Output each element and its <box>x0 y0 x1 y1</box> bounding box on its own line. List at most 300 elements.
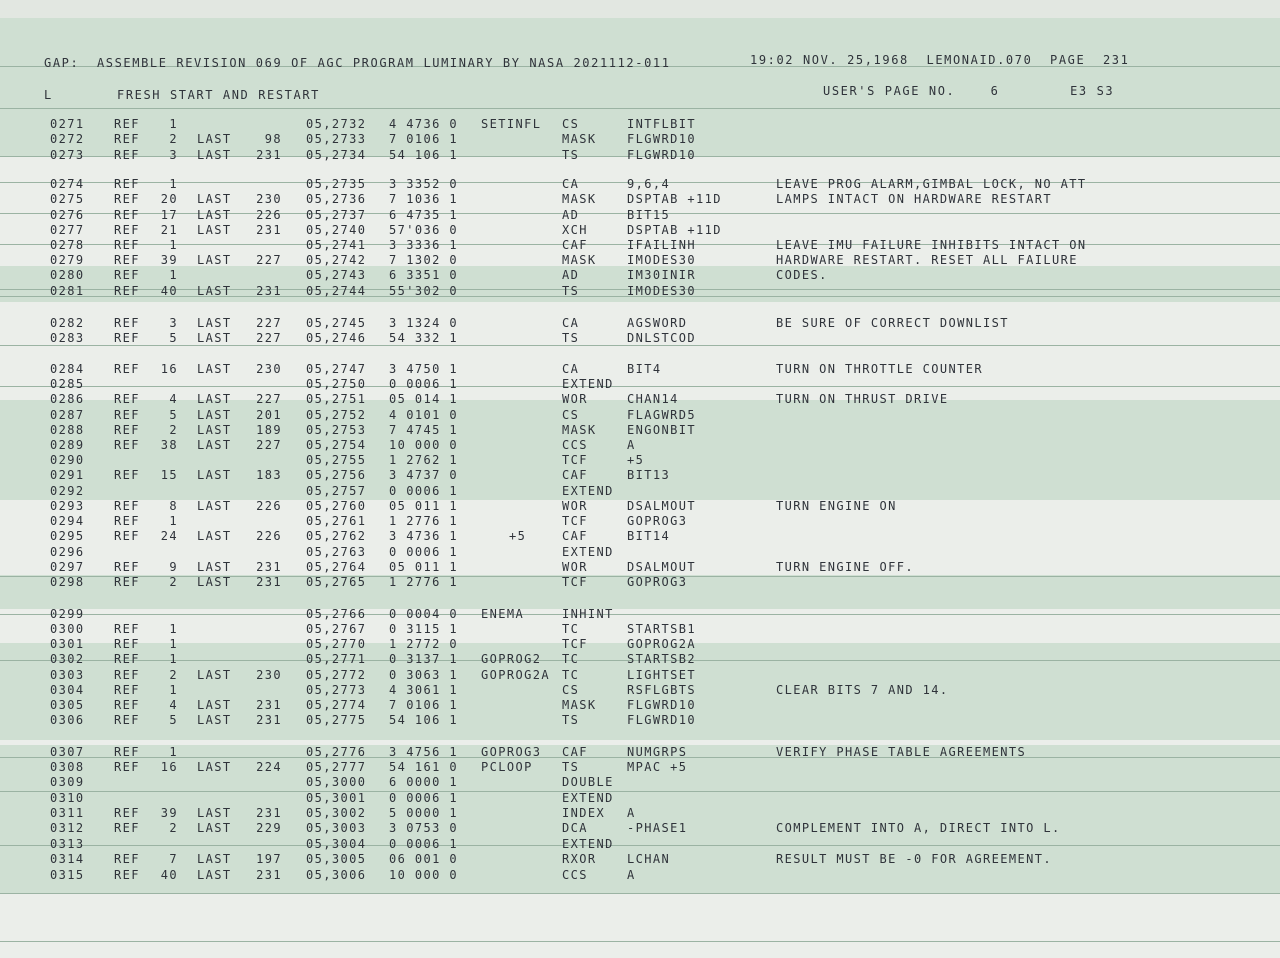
header-date-page: 19:02 NOV. 25,1968 LEMONAID.070 PAGE 231 <box>750 53 1130 67</box>
ref-tag: REF <box>114 652 140 666</box>
octal-code: 05 011 1 <box>389 560 458 574</box>
ref-tag: REF <box>114 622 140 636</box>
line-number: 0306 <box>50 713 85 727</box>
last-tag: LAST <box>197 868 232 882</box>
ref-count: 1 <box>169 622 178 636</box>
comment: BE SURE OF CORRECT DOWNLIST <box>776 316 1009 330</box>
operand: RSFLGBTS <box>627 683 696 697</box>
ref-count: 1 <box>169 514 178 528</box>
line-number: 0304 <box>50 683 85 697</box>
octal-code: 06 001 0 <box>389 852 458 866</box>
ref-count: 24 <box>160 529 178 543</box>
octal-code: 7 0106 1 <box>389 132 458 146</box>
last-page: 227 <box>256 392 282 406</box>
ref-tag: REF <box>114 698 140 712</box>
last-tag: LAST <box>197 529 232 543</box>
address: 05,2733 <box>306 132 367 146</box>
last-tag: LAST <box>197 713 232 727</box>
octal-code: 6 0000 1 <box>389 775 458 789</box>
ref-count: 5 <box>169 408 178 422</box>
octal-code: 0 3063 1 <box>389 668 458 682</box>
ref-tag: REF <box>114 132 140 146</box>
header-user-page: USER'S PAGE NO. 6 E3 S3 <box>823 84 1115 98</box>
octal-code: 1 2762 1 <box>389 453 458 467</box>
ref-tag: REF <box>114 760 140 774</box>
last-page: 189 <box>256 423 282 437</box>
line-number: 0283 <box>50 331 85 345</box>
opcode: CAF <box>562 529 588 543</box>
comment: CODES. <box>776 268 828 282</box>
address: 05,2737 <box>306 208 367 222</box>
header-assembly-line: GAP: ASSEMBLE REVISION 069 OF AGC PROGRAM LUMINARY BY NASA 2021112-011 <box>44 56 671 70</box>
ref-count: 16 <box>160 362 178 376</box>
octal-code: 7 4745 1 <box>389 423 458 437</box>
symbol-label: GOPROG3 <box>481 745 542 759</box>
octal-code: 3 4736 1 <box>389 529 458 543</box>
symbol-label: ENEMA <box>481 607 525 621</box>
address: 05,2743 <box>306 268 367 282</box>
address: 05,3004 <box>306 837 367 851</box>
address: 05,2742 <box>306 253 367 267</box>
ref-tag: REF <box>114 668 140 682</box>
operand: BIT4 <box>627 362 662 376</box>
ref-tag: REF <box>114 575 140 589</box>
octal-code: 4 3061 1 <box>389 683 458 697</box>
last-page: 231 <box>256 806 282 820</box>
opcode: CA <box>562 362 580 376</box>
opcode: CAF <box>562 745 588 759</box>
operand: IM30INIR <box>627 268 696 282</box>
ref-tag: REF <box>114 331 140 345</box>
octal-code: 10 000 0 <box>389 438 458 452</box>
ref-tag: REF <box>114 423 140 437</box>
last-page: 224 <box>256 760 282 774</box>
line-number: 0277 <box>50 223 85 237</box>
address: 05,2750 <box>306 377 367 391</box>
octal-code: 3 3352 0 <box>389 177 458 191</box>
octal-code: 0 3137 1 <box>389 652 458 666</box>
operand: DSPTAB +11D <box>627 192 722 206</box>
address: 05,2734 <box>306 148 367 162</box>
line-number: 0303 <box>50 668 85 682</box>
last-page: 201 <box>256 408 282 422</box>
operand: BIT14 <box>627 529 671 543</box>
octal-code: 0 0006 1 <box>389 837 458 851</box>
address: 05,2744 <box>306 284 367 298</box>
ref-count: 5 <box>169 331 178 345</box>
ref-count: 40 <box>160 284 178 298</box>
opcode: CS <box>562 683 580 697</box>
ref-count: 21 <box>160 223 178 237</box>
line-number: 0293 <box>50 499 85 513</box>
last-page: 98 <box>264 132 282 146</box>
operand: A <box>627 806 636 820</box>
operand: -PHASE1 <box>627 821 688 835</box>
last-page: 227 <box>256 331 282 345</box>
last-tag: LAST <box>197 438 232 452</box>
address: 05,2774 <box>306 698 367 712</box>
octal-code: 0 0006 1 <box>389 377 458 391</box>
ref-tag: REF <box>114 362 140 376</box>
octal-code: 54 106 1 <box>389 148 458 162</box>
operand: 9,6,4 <box>627 177 671 191</box>
operand: NUMGRPS <box>627 745 688 759</box>
ref-tag: REF <box>114 560 140 574</box>
address: 05,2756 <box>306 468 367 482</box>
address: 05,2741 <box>306 238 367 252</box>
operand: GOPROG2A <box>627 637 696 651</box>
symbol-label: GOPROG2A <box>481 668 550 682</box>
symbol-label: +5 <box>509 529 527 543</box>
address: 05,2766 <box>306 607 367 621</box>
opcode: TCF <box>562 575 588 589</box>
address: 05,2771 <box>306 652 367 666</box>
line-number: 0279 <box>50 253 85 267</box>
address: 05,3001 <box>306 791 367 805</box>
opcode: XCH <box>562 223 588 237</box>
opcode: CCS <box>562 438 588 452</box>
opcode: TC <box>562 622 580 636</box>
symbol-label: GOPROG2 <box>481 652 542 666</box>
operand: FLGWRD10 <box>627 698 696 712</box>
comment: LEAVE PROG ALARM,GIMBAL LOCK, NO ATT <box>776 177 1087 191</box>
ref-count: 1 <box>169 268 178 282</box>
last-tag: LAST <box>197 284 232 298</box>
ref-tag: REF <box>114 223 140 237</box>
ref-count: 3 <box>169 316 178 330</box>
octal-code: 0 0004 0 <box>389 607 458 621</box>
ref-count: 39 <box>160 253 178 267</box>
comment: RESULT MUST BE -0 FOR AGREEMENT. <box>776 852 1052 866</box>
octal-code: 6 3351 0 <box>389 268 458 282</box>
last-tag: LAST <box>197 408 232 422</box>
octal-code: 05 011 1 <box>389 499 458 513</box>
operand: ENGONBIT <box>627 423 696 437</box>
comment: TURN ON THRUST DRIVE <box>776 392 949 406</box>
opcode: MASK <box>562 698 597 712</box>
ref-tag: REF <box>114 408 140 422</box>
opcode: MASK <box>562 423 597 437</box>
octal-code: 10 000 0 <box>389 868 458 882</box>
address: 05,2745 <box>306 316 367 330</box>
header-section-title: FRESH START AND RESTART <box>117 88 320 102</box>
line-number: 0300 <box>50 622 85 636</box>
line-number: 0273 <box>50 148 85 162</box>
octal-code: 5 0000 1 <box>389 806 458 820</box>
ref-tag: REF <box>114 438 140 452</box>
address: 05,3000 <box>306 775 367 789</box>
line-number: 0296 <box>50 545 85 559</box>
line-number: 0288 <box>50 423 85 437</box>
octal-code: 7 0106 1 <box>389 698 458 712</box>
operand: STARTSB1 <box>627 622 696 636</box>
line-number: 0292 <box>50 484 85 498</box>
last-page: 227 <box>256 253 282 267</box>
opcode: TC <box>562 668 580 682</box>
paper-ruling-line <box>0 941 1280 942</box>
opcode: EXTEND <box>562 791 614 805</box>
opcode: CA <box>562 316 580 330</box>
octal-code: 3 4750 1 <box>389 362 458 376</box>
ref-count: 1 <box>169 745 178 759</box>
ref-tag: REF <box>114 821 140 835</box>
address: 05,2747 <box>306 362 367 376</box>
octal-code: 3 3336 1 <box>389 238 458 252</box>
operand: A <box>627 438 636 452</box>
last-tag: LAST <box>197 192 232 206</box>
octal-code: 54 106 1 <box>389 713 458 727</box>
last-page: 231 <box>256 698 282 712</box>
octal-code: 6 4735 1 <box>389 208 458 222</box>
address: 05,2752 <box>306 408 367 422</box>
ref-tag: REF <box>114 268 140 282</box>
paper-ruling-line <box>0 791 1280 792</box>
line-number: 0314 <box>50 852 85 866</box>
ref-tag: REF <box>114 529 140 543</box>
ref-count: 16 <box>160 760 178 774</box>
paper-ruling-line <box>0 386 1280 387</box>
last-page: 230 <box>256 362 282 376</box>
last-tag: LAST <box>197 223 232 237</box>
line-number: 0276 <box>50 208 85 222</box>
last-tag: LAST <box>197 760 232 774</box>
line-number: 0286 <box>50 392 85 406</box>
octal-code: 4 4736 0 <box>389 117 458 131</box>
octal-code: 1 2772 0 <box>389 637 458 651</box>
octal-code: 54 161 0 <box>389 760 458 774</box>
last-tag: LAST <box>197 499 232 513</box>
comment: HARDWARE RESTART. RESET ALL FAILURE <box>776 253 1078 267</box>
ref-count: 2 <box>169 821 178 835</box>
last-tag: LAST <box>197 423 232 437</box>
ref-tag: REF <box>114 713 140 727</box>
opcode: CAF <box>562 238 588 252</box>
line-number: 0308 <box>50 760 85 774</box>
opcode: TCF <box>562 514 588 528</box>
address: 05,2764 <box>306 560 367 574</box>
opcode: TS <box>562 331 580 345</box>
ref-tag: REF <box>114 868 140 882</box>
opcode: TCF <box>562 637 588 651</box>
paper-ruling-line <box>0 345 1280 346</box>
ref-tag: REF <box>114 806 140 820</box>
opcode: DOUBLE <box>562 775 614 789</box>
octal-code: 7 1036 1 <box>389 192 458 206</box>
ref-count: 7 <box>169 852 178 866</box>
opcode: TS <box>562 148 580 162</box>
comment: TURN ENGINE OFF. <box>776 560 914 574</box>
octal-code: 05 014 1 <box>389 392 458 406</box>
ref-count: 20 <box>160 192 178 206</box>
opcode: CAF <box>562 468 588 482</box>
octal-code: 1 2776 1 <box>389 575 458 589</box>
octal-code: 55'302 0 <box>389 284 458 298</box>
last-page: 231 <box>256 868 282 882</box>
line-number: 0297 <box>50 560 85 574</box>
address: 05,3006 <box>306 868 367 882</box>
ref-tag: REF <box>114 468 140 482</box>
opcode: MASK <box>562 132 597 146</box>
ref-tag: REF <box>114 514 140 528</box>
octal-code: 0 0006 1 <box>389 791 458 805</box>
address: 05,2760 <box>306 499 367 513</box>
line-number: 0310 <box>50 791 85 805</box>
opcode: CS <box>562 408 580 422</box>
opcode: EXTEND <box>562 545 614 559</box>
address: 05,2735 <box>306 177 367 191</box>
line-number: 0309 <box>50 775 85 789</box>
octal-code: 3 4737 0 <box>389 468 458 482</box>
ref-count: 1 <box>169 177 178 191</box>
line-number: 0280 <box>50 268 85 282</box>
paper-ruling-line <box>0 108 1280 109</box>
ref-count: 4 <box>169 698 178 712</box>
address: 05,2770 <box>306 637 367 651</box>
address: 05,2761 <box>306 514 367 528</box>
address: 05,2765 <box>306 575 367 589</box>
ref-count: 40 <box>160 868 178 882</box>
operand: IMODES30 <box>627 253 696 267</box>
opcode: WOR <box>562 499 588 513</box>
ref-tag: REF <box>114 745 140 759</box>
last-tag: LAST <box>197 148 232 162</box>
ref-count: 1 <box>169 238 178 252</box>
opcode: EXTEND <box>562 484 614 498</box>
last-page: 231 <box>256 284 282 298</box>
ref-count: 39 <box>160 806 178 820</box>
last-tag: LAST <box>197 468 232 482</box>
address: 05,3003 <box>306 821 367 835</box>
opcode: DCA <box>562 821 588 835</box>
ref-count: 8 <box>169 499 178 513</box>
last-tag: LAST <box>197 253 232 267</box>
last-page: 227 <box>256 438 282 452</box>
last-tag: LAST <box>197 698 232 712</box>
last-tag: LAST <box>197 852 232 866</box>
opcode: MASK <box>562 192 597 206</box>
ref-count: 2 <box>169 668 178 682</box>
operand: GOPROG3 <box>627 575 688 589</box>
octal-code: 0 3115 1 <box>389 622 458 636</box>
operand: FLGWRD10 <box>627 148 696 162</box>
address: 05,2754 <box>306 438 367 452</box>
last-page: 231 <box>256 148 282 162</box>
line-number: 0299 <box>50 607 85 621</box>
address: 05,2775 <box>306 713 367 727</box>
opcode: WOR <box>562 560 588 574</box>
operand: DNLSTCOD <box>627 331 696 345</box>
opcode: RXOR <box>562 852 597 866</box>
last-tag: LAST <box>197 821 232 835</box>
paper-ruling-line <box>0 845 1280 846</box>
line-number: 0302 <box>50 652 85 666</box>
opcode: CA <box>562 177 580 191</box>
ref-tag: REF <box>114 637 140 651</box>
ref-count: 2 <box>169 132 178 146</box>
last-page: 231 <box>256 713 282 727</box>
operand: FLAGWRD5 <box>627 408 696 422</box>
symbol-label: PCLOOP <box>481 760 533 774</box>
last-tag: LAST <box>197 806 232 820</box>
ref-tag: REF <box>114 683 140 697</box>
operand: GOPROG3 <box>627 514 688 528</box>
line-number: 0278 <box>50 238 85 252</box>
comment: TURN ON THROTTLE COUNTER <box>776 362 983 376</box>
line-number: 0313 <box>50 837 85 851</box>
operand: IFAILINH <box>627 238 696 252</box>
ref-count: 1 <box>169 683 178 697</box>
comment: COMPLEMENT INTO A, DIRECT INTO L. <box>776 821 1061 835</box>
ref-tag: REF <box>114 499 140 513</box>
ref-count: 2 <box>169 423 178 437</box>
operand: BIT15 <box>627 208 671 222</box>
line-number: 0290 <box>50 453 85 467</box>
operand: DSPTAB +11D <box>627 223 722 237</box>
octal-code: 57'036 0 <box>389 223 458 237</box>
line-number: 0315 <box>50 868 85 882</box>
opcode: TC <box>562 652 580 666</box>
ref-count: 5 <box>169 713 178 727</box>
opcode: TS <box>562 713 580 727</box>
ref-tag: REF <box>114 148 140 162</box>
comment: TURN ENGINE ON <box>776 499 897 513</box>
paper-ruling-line <box>0 614 1280 615</box>
ref-count: 1 <box>169 637 178 651</box>
octal-code: 7 1302 0 <box>389 253 458 267</box>
line-number: 0311 <box>50 806 85 820</box>
address: 05,2776 <box>306 745 367 759</box>
address: 05,2740 <box>306 223 367 237</box>
symbol-label: SETINFL <box>481 117 542 131</box>
ref-count: 38 <box>160 438 178 452</box>
opcode: WOR <box>562 392 588 406</box>
line-number: 0271 <box>50 117 85 131</box>
address: 05,2757 <box>306 484 367 498</box>
address: 05,2751 <box>306 392 367 406</box>
ref-count: 17 <box>160 208 178 222</box>
line-number: 0282 <box>50 316 85 330</box>
last-page: 227 <box>256 316 282 330</box>
ref-tag: REF <box>114 117 140 131</box>
octal-code: 0 0006 1 <box>389 545 458 559</box>
line-number: 0301 <box>50 637 85 651</box>
line-number: 0305 <box>50 698 85 712</box>
operand: IMODES30 <box>627 284 696 298</box>
last-tag: LAST <box>197 560 232 574</box>
opcode: TCF <box>562 453 588 467</box>
opcode: EXTEND <box>562 837 614 851</box>
line-number: 0287 <box>50 408 85 422</box>
operand: LIGHTSET <box>627 668 696 682</box>
line-number: 0291 <box>50 468 85 482</box>
line-number: 0272 <box>50 132 85 146</box>
address: 05,2753 <box>306 423 367 437</box>
ref-tag: REF <box>114 392 140 406</box>
last-page: 197 <box>256 852 282 866</box>
octal-code: 3 1324 0 <box>389 316 458 330</box>
last-page: 230 <box>256 192 282 206</box>
ref-tag: REF <box>114 208 140 222</box>
ref-tag: REF <box>114 284 140 298</box>
ref-count: 9 <box>169 560 178 574</box>
operand: FLGWRD10 <box>627 713 696 727</box>
opcode: AD <box>562 208 580 222</box>
address: 05,2773 <box>306 683 367 697</box>
last-tag: LAST <box>197 208 232 222</box>
last-tag: LAST <box>197 575 232 589</box>
ref-count: 15 <box>160 468 178 482</box>
operand: FLGWRD10 <box>627 132 696 146</box>
